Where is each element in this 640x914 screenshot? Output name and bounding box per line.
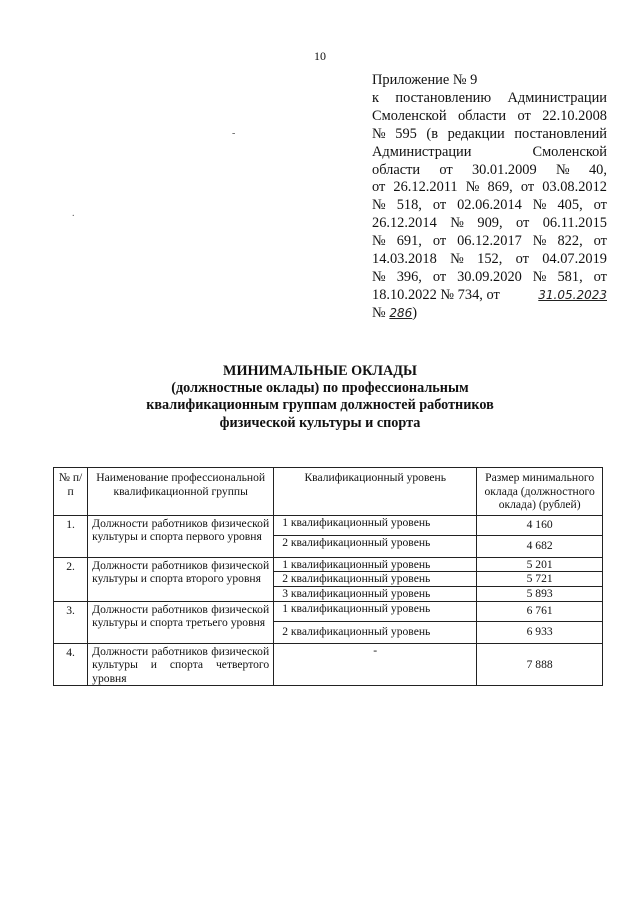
annex-word: 822,: [557, 233, 583, 250]
annex-word: 26.12.2011: [393, 179, 458, 196]
group-number: 4.: [54, 643, 88, 686]
title-line-2: (должностные оклады) по профессиональным: [171, 380, 469, 397]
salary-cell: 5 893: [477, 586, 603, 601]
annex-word: (в: [426, 125, 439, 142]
annex-line: [372, 126, 607, 144]
level-cell: 2 квалификационный уровень: [274, 572, 477, 587]
annex-word: Смоленской: [532, 143, 607, 160]
level-cell: 3 квалификационный уровень: [274, 586, 477, 601]
annex-word: 595: [395, 125, 417, 142]
annex-line: [372, 197, 607, 215]
annex-line: [372, 90, 607, 108]
group-number: 3.: [54, 601, 88, 643]
annex-word: 691,: [396, 233, 422, 250]
annex-word: 869,: [487, 179, 513, 196]
annex-word: 06.12.2017: [457, 233, 522, 250]
annex-word: 02.06.2014: [457, 197, 522, 214]
annex-line: [372, 215, 607, 233]
annex-word: от: [593, 268, 607, 285]
annex-word: №: [465, 179, 480, 196]
annex-word: 405,: [557, 197, 583, 214]
annex-line: [372, 179, 607, 197]
annex-word: №: [532, 197, 547, 214]
annex-word: от: [517, 107, 531, 124]
annex-number-prefix: №: [372, 304, 386, 321]
salary-cell: 5 721: [477, 572, 603, 587]
title-line-3: квалификационным группам должностей работников: [146, 397, 494, 414]
annex-word: №: [372, 233, 386, 250]
header-name: Наименование профессиональной квалификационной группы: [88, 468, 274, 516]
annex-word: Администрации: [507, 89, 607, 106]
annex-word: к: [372, 89, 379, 106]
annex-word: 40,: [588, 161, 607, 178]
annex-word: 30.09.2020: [457, 268, 522, 285]
annex-word: №: [372, 197, 386, 214]
annex-word: от: [520, 179, 535, 196]
annex-word: от: [593, 197, 607, 214]
title-line-4: физической культуры и спорта: [219, 414, 421, 431]
group-name: Должности работников физической культуры и спорта третьего уровня: [88, 601, 274, 643]
annex-word: от: [372, 179, 386, 196]
salary-cell: 6 933: [477, 621, 603, 643]
page-number: 10: [314, 49, 326, 63]
annex-word: №: [372, 125, 386, 142]
annex-word: №: [450, 251, 464, 268]
annex-word: 22.10.2008: [542, 107, 607, 124]
annex-word: 518,: [396, 197, 422, 214]
annex-word: постановлений: [514, 125, 607, 142]
annex-line: [372, 108, 607, 126]
annex-line: [372, 162, 607, 180]
annex-line-12: 18.10.2022 № 734, от: [372, 286, 500, 303]
salary-cell: 6 761: [477, 601, 603, 621]
salary-cell: 5 201: [477, 557, 603, 572]
salary-table: [53, 467, 603, 686]
annex-word: Администрации: [372, 143, 472, 160]
group-name: Должности работников физической культуры и спорта второго уровня: [88, 557, 274, 601]
annex-word: от: [432, 197, 447, 214]
annex-title: Приложение № 9: [372, 72, 478, 88]
annex-word: от: [432, 233, 447, 250]
salary-cell: 4 160: [477, 515, 603, 535]
annex-word: 03.08.2012: [542, 179, 607, 196]
annex-number-line: [372, 305, 607, 323]
group-name: Должности работников физической культуры и спорта четвертого уровня: [88, 643, 274, 686]
annex-word: от: [432, 268, 447, 285]
group-number: 2.: [54, 557, 88, 601]
annex-word: 26.12.2014: [372, 215, 437, 232]
annex-line-last: [372, 287, 607, 305]
annex-word: 152,: [477, 251, 503, 268]
level-cell: -: [274, 643, 477, 686]
annex-word: редакции: [447, 125, 505, 142]
annex-word: области: [372, 161, 421, 178]
annex-line: [372, 269, 607, 287]
annex-line: [372, 233, 607, 251]
annex-word: от: [593, 233, 607, 250]
level-cell: 1 квалификационный уровень: [274, 557, 477, 572]
annex-word: 06.11.2015: [542, 215, 607, 232]
scan-speck: .: [72, 208, 75, 219]
header-level: Квалификационный уровень: [274, 468, 477, 516]
annex-word: 396,: [396, 268, 422, 285]
table-row: [54, 557, 603, 572]
salary-cell: 4 682: [477, 535, 603, 557]
annex-word: от: [515, 251, 529, 268]
annex-word: области: [457, 107, 507, 124]
handwritten-number: 286: [389, 305, 413, 320]
annex-word: №: [532, 268, 547, 285]
salary-cell: 7 888: [477, 643, 603, 686]
scan-speck: -: [232, 128, 236, 139]
annex-word: 14.03.2018: [372, 251, 437, 268]
annex-word: от: [516, 215, 530, 232]
header-salary: Размер минимального оклада (должностного оклада) (рублей): [477, 468, 603, 516]
level-cell: 1 квалификационный уровень: [274, 515, 477, 535]
table-row: [54, 643, 603, 686]
annex-word: 30.01.2009: [471, 161, 537, 178]
header-num: № п/п: [54, 468, 88, 516]
document-title: [0, 363, 640, 432]
annex-word: №: [532, 233, 547, 250]
title-line-1: МИНИМАЛЬНЫЕ ОКЛАДЫ: [223, 363, 417, 379]
annex-word: от: [439, 161, 453, 178]
table-header-row: [54, 468, 603, 516]
level-cell: 1 квалификационный уровень: [274, 601, 477, 621]
level-cell: 2 квалификационный уровень: [274, 535, 477, 557]
annex-block: [372, 72, 607, 323]
annex-closing-paren: ): [412, 304, 418, 321]
handwritten-date: 31.05.2023: [538, 287, 607, 302]
annex-word: 581,: [557, 268, 583, 285]
annex-word: Смоленской: [372, 107, 447, 124]
table-row: [54, 601, 603, 621]
annex-line: [372, 144, 607, 162]
annex-word: №: [450, 215, 464, 232]
table-row: [54, 515, 603, 535]
annex-word: 04.07.2019: [542, 251, 607, 268]
annex-word: 909,: [477, 215, 503, 232]
annex-word: №: [555, 161, 570, 178]
annex-line: [372, 251, 607, 269]
level-cell: 2 квалификационный уровень: [274, 621, 477, 643]
group-name: Должности работников физической культуры и спорта первого уровня: [88, 515, 274, 557]
group-number: 1.: [54, 515, 88, 557]
annex-word: постановлению: [395, 89, 492, 106]
annex-word: №: [372, 268, 386, 285]
